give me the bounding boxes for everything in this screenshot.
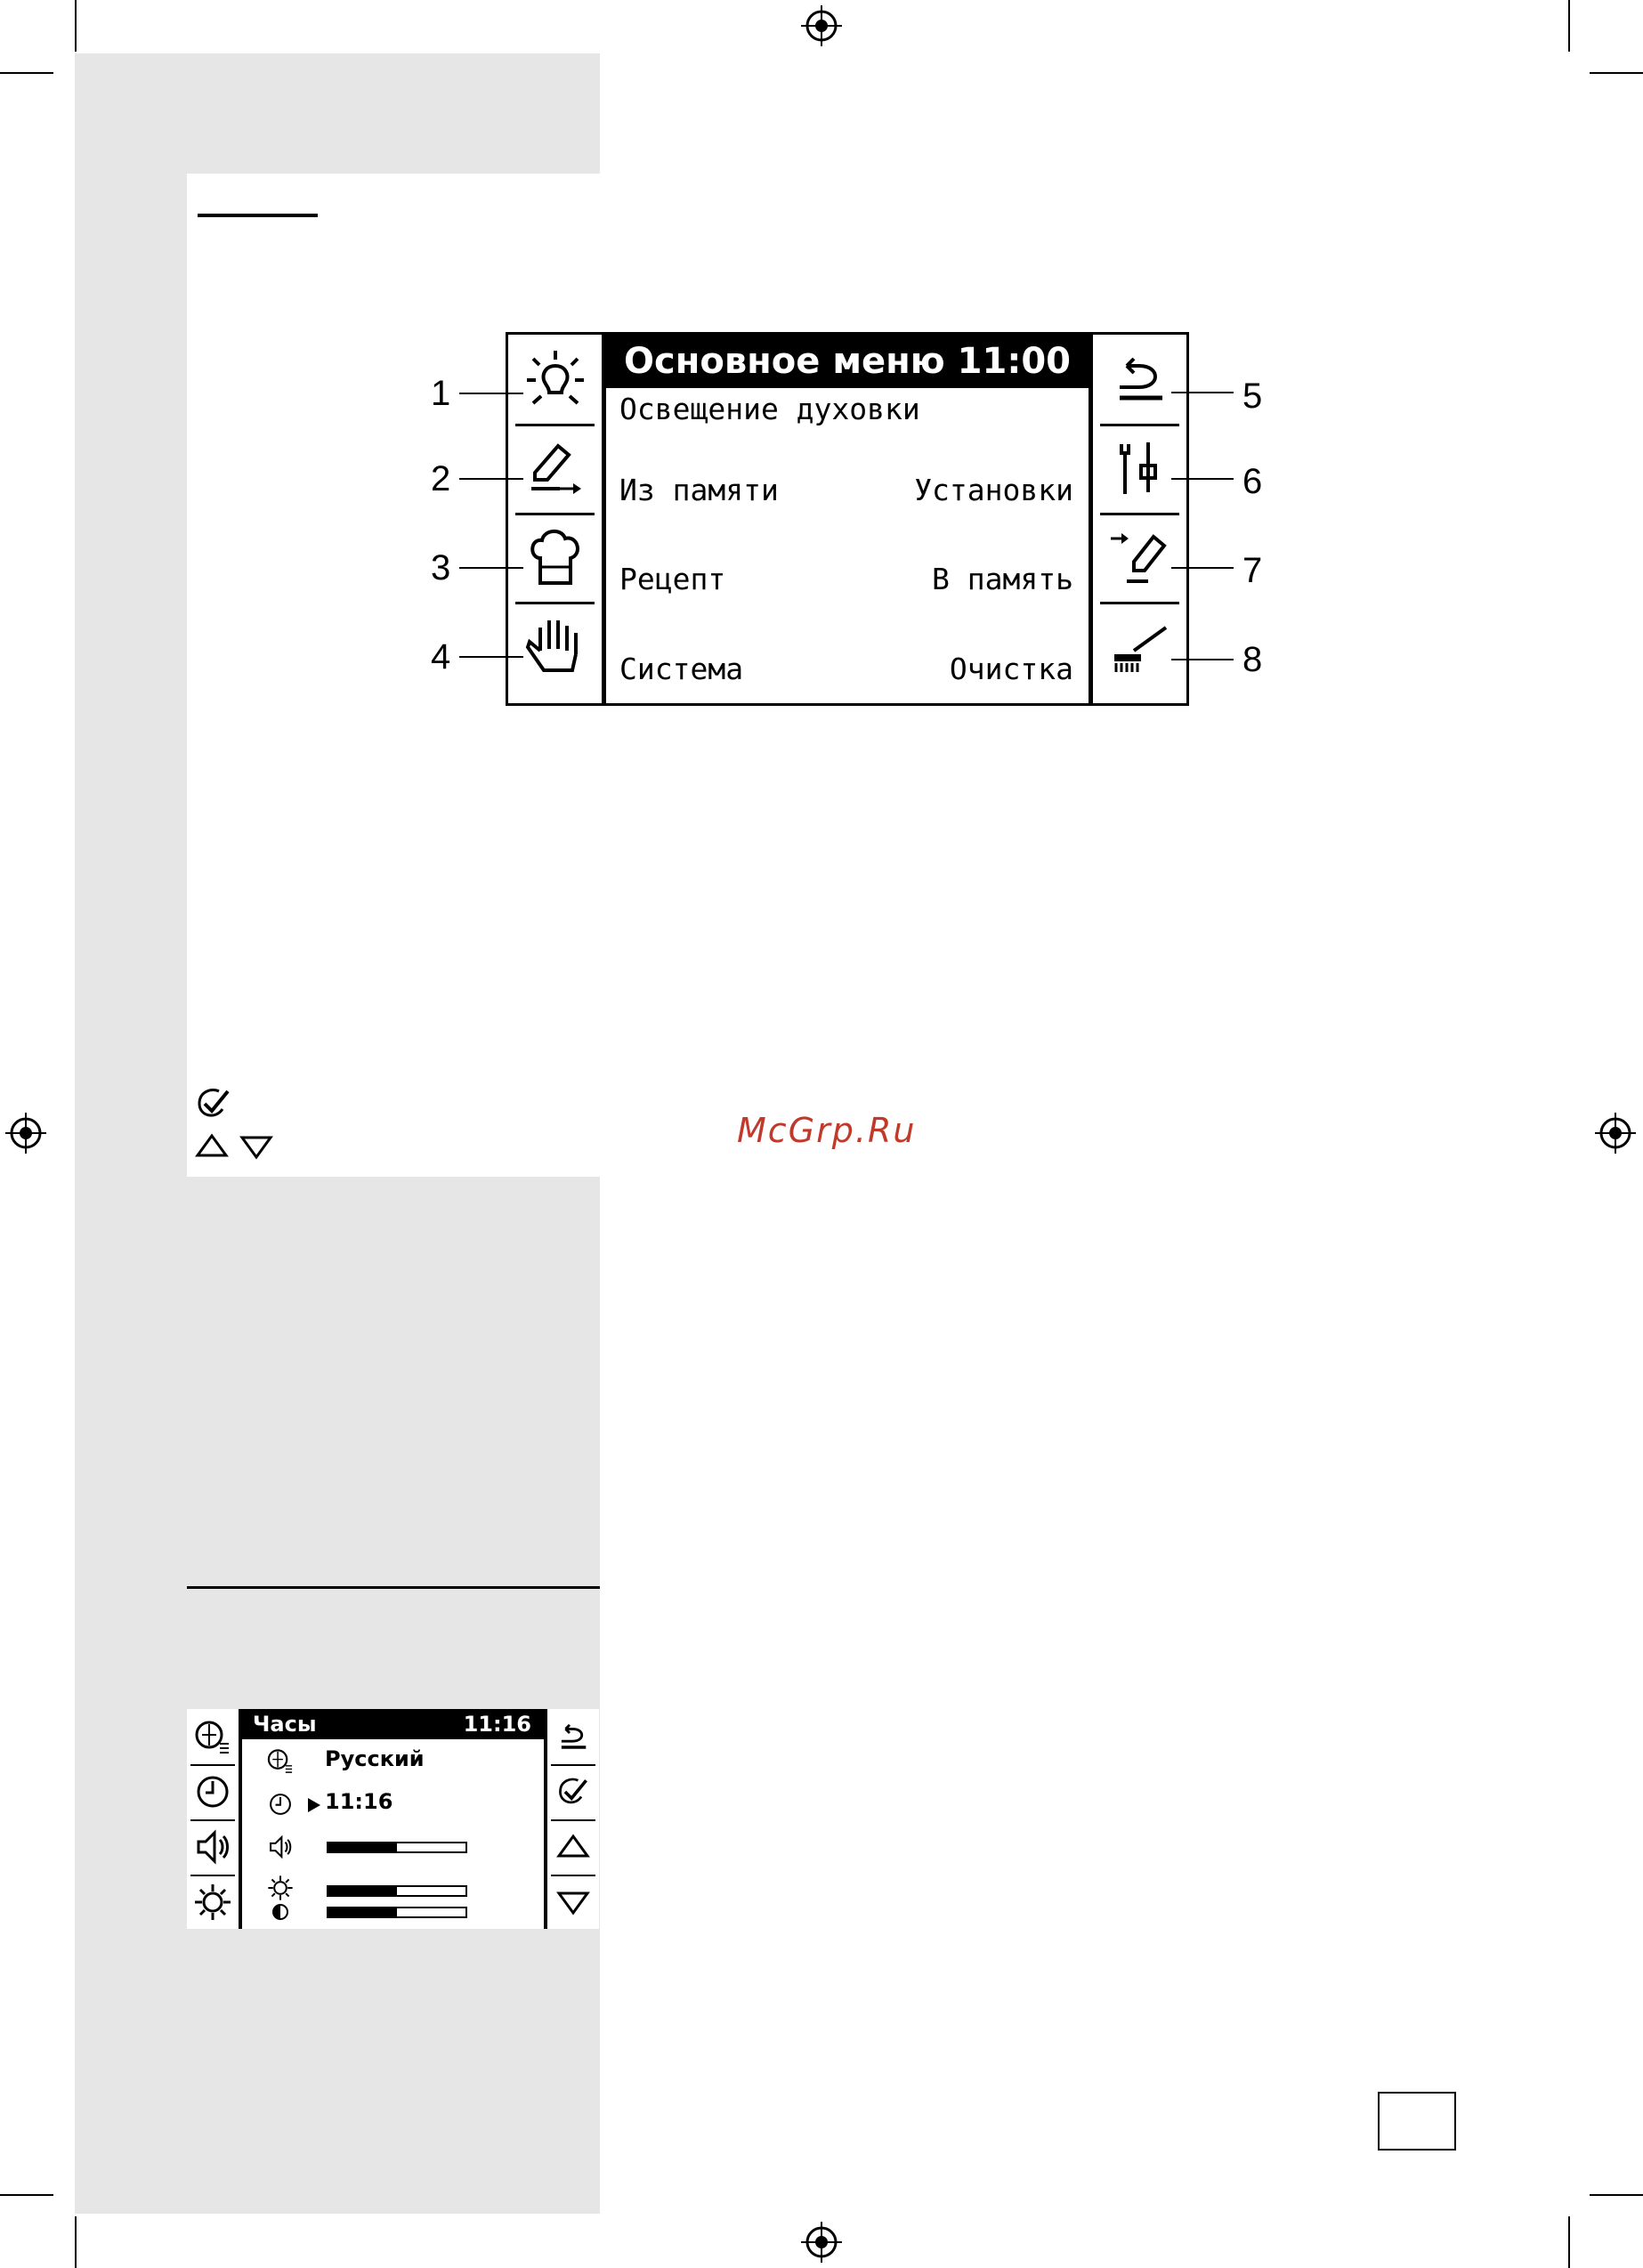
callout-leader: [459, 478, 523, 480]
language-icon: [193, 1717, 232, 1756]
up-arrow-icon: [194, 1132, 230, 1161]
watermark: McGrp.Ru: [737, 1111, 917, 1150]
crop-mark: [0, 2194, 53, 2196]
recall-memory-button[interactable]: [508, 424, 602, 513]
clock-icon: [193, 1772, 232, 1811]
clock-display-time: 11:16: [463, 1712, 531, 1737]
callout-5: 5: [1242, 377, 1263, 416]
brightness-icon: [267, 1875, 294, 1901]
callout-leader: [1171, 392, 1234, 393]
registration-mark-icon: [1595, 1113, 1636, 1154]
gray-panel-lower: [187, 1177, 600, 2214]
crop-mark: [75, 0, 77, 52]
speaker-icon: [193, 1827, 232, 1867]
display-title: Основное меню: [624, 341, 945, 382]
crop-mark: [0, 72, 53, 74]
language-value[interactable]: Русский: [325, 1746, 425, 1771]
hand-icon: [524, 615, 587, 677]
registration-mark-icon: [5, 1113, 46, 1154]
brightness-icon: [193, 1883, 232, 1922]
confirm-button[interactable]: [547, 1764, 599, 1819]
down-arrow-icon: [554, 1888, 592, 1916]
confirm-icon: [194, 1086, 233, 1122]
save-memory-icon: [1109, 526, 1171, 588]
back-button[interactable]: [1093, 335, 1186, 424]
settings-icon: [1109, 437, 1171, 499]
registration-mark-icon: [801, 2222, 842, 2263]
clock-display-title: Часы: [253, 1712, 317, 1737]
brightness-bar[interactable]: [327, 1885, 467, 1897]
section-rule-top: [198, 214, 318, 217]
up-arrow-icon: [554, 1833, 592, 1861]
callout-leader: [459, 567, 523, 569]
clock-value[interactable]: 11:16: [325, 1789, 393, 1814]
callout-leader: [459, 393, 523, 394]
callout-leader: [1171, 659, 1234, 660]
light-button[interactable]: [508, 335, 602, 424]
system-button[interactable]: [508, 602, 602, 691]
menu-item-recall[interactable]: Из памяти: [619, 473, 779, 507]
section-rule-lower: [187, 1586, 600, 1589]
recipe-button[interactable]: [508, 513, 602, 602]
language-button[interactable]: [187, 1709, 239, 1764]
settings-button[interactable]: [1093, 424, 1186, 513]
menu-item-recipe[interactable]: Рецепт: [619, 562, 726, 596]
left-button-column: [508, 335, 606, 703]
up-button[interactable]: [547, 1819, 599, 1875]
cleaning-button[interactable]: [1093, 602, 1186, 691]
gray-panel-top: [75, 53, 600, 174]
light-icon: [524, 348, 587, 410]
menu-item-settings[interactable]: Установки: [914, 473, 1073, 507]
crop-mark: [75, 2216, 77, 2268]
callout-4: 4: [431, 637, 451, 676]
pointer-arrow-icon: [308, 1798, 320, 1812]
crop-mark: [1568, 2216, 1570, 2268]
callout-leader: [1171, 567, 1234, 569]
brightness-button[interactable]: [187, 1875, 239, 1930]
language-icon: [265, 1746, 295, 1775]
menu-item-cleaning[interactable]: Очистка: [949, 652, 1073, 686]
main-menu-display: [506, 332, 1189, 706]
chef-hat-icon: [524, 526, 587, 588]
left-button-column: [187, 1709, 242, 1929]
crop-mark: [1568, 0, 1570, 52]
callout-6: 6: [1242, 462, 1263, 501]
callout-1: 1: [431, 374, 451, 413]
back-icon: [555, 1719, 591, 1754]
menu-item-system[interactable]: Система: [619, 652, 744, 686]
page-number-box: [1378, 2092, 1456, 2151]
back-icon: [1109, 348, 1171, 410]
callout-7: 7: [1242, 551, 1263, 590]
down-button[interactable]: [547, 1875, 599, 1930]
display-clock: 11:00: [957, 341, 1071, 382]
callout-3: 3: [431, 548, 451, 587]
save-memory-button[interactable]: [1093, 513, 1186, 602]
display-header: [606, 335, 1089, 388]
right-button-column: [544, 1709, 599, 1929]
menu-item-save[interactable]: В память: [932, 562, 1073, 596]
gray-panel-left: [75, 174, 187, 2214]
volume-button[interactable]: [187, 1819, 239, 1875]
right-button-column: [1089, 335, 1186, 703]
clock-display-header: [242, 1709, 544, 1739]
callout-8: 8: [1242, 640, 1263, 679]
crop-mark: [1590, 72, 1643, 74]
confirm-icon: [555, 1775, 591, 1809]
speaker-icon: [267, 1834, 294, 1860]
contrast-bar[interactable]: [327, 1907, 467, 1918]
contrast-icon: [271, 1902, 290, 1922]
registration-mark-icon: [801, 5, 842, 46]
back-button[interactable]: [547, 1709, 599, 1764]
callout-2: 2: [431, 459, 451, 498]
crop-mark: [1590, 2194, 1643, 2196]
menu-item-oven-light[interactable]: Освещение духовки: [619, 392, 920, 426]
cleaning-icon: [1109, 615, 1171, 677]
clock-icon: [267, 1791, 294, 1818]
clock-button[interactable]: [187, 1764, 239, 1819]
callout-leader: [459, 656, 523, 658]
clock-settings-display: [187, 1709, 599, 1929]
callout-leader: [1171, 478, 1234, 480]
down-arrow-icon: [239, 1132, 274, 1161]
volume-bar[interactable]: [327, 1842, 467, 1853]
recall-memory-icon: [524, 437, 587, 499]
